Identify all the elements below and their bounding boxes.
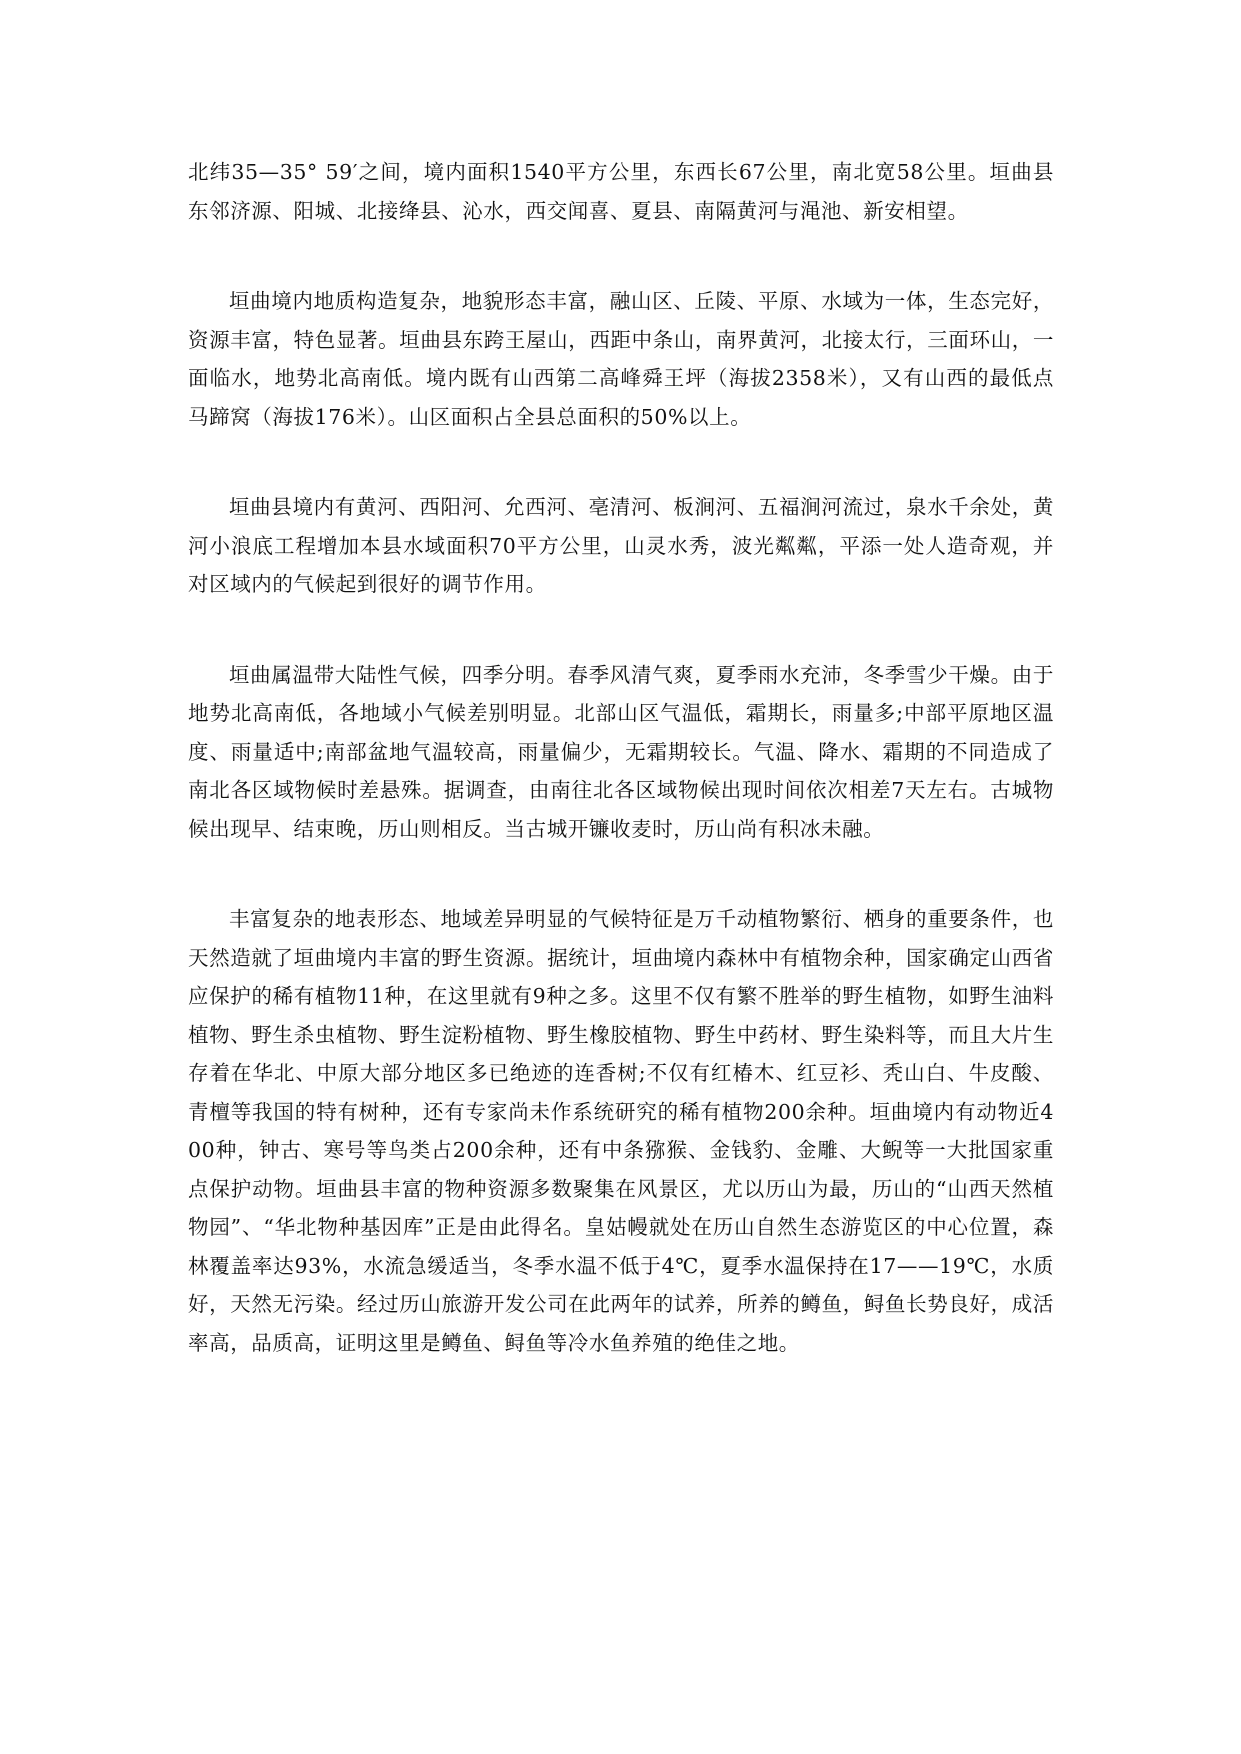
paragraph-geology: 垣曲境内地质构造复杂，地貌形态丰富，融山区、丘陵、平原、水域为一体，生态完好，资源丰富，特色显著。垣曲县东跨王屋山，西距中条山，南界黄河，北接太行，三面环山，一面临水，地势北高南低。境内既有山西第二高峰舜王坪（海拔2358米），又有山西的最低点马蹄窝（海拔176米）。山区面积占全县总面积的50%以上。 (188, 289, 1054, 429)
paragraph-gap (188, 604, 1054, 656)
document-body (188, 153, 1054, 1362)
paragraph-gap (188, 230, 1054, 282)
paragraph-location: 北纬35—35° 59′之间，境内面积1540平方公里，东西长67公里，南北宽58公里。垣曲县东邻济源、阳城、北接绛县、沁水，西交闻喜、夏县、南隔黄河与渑池、新安相望。 (188, 160, 1054, 223)
paragraph-climate: 垣曲属温带大陆性气候，四季分明。春季风清气爽，夏季雨水充沛，冬季雪少干燥。由于地势北高南低，各地域小气候差别明显。北部山区气温低，霜期长，雨量多;中部平原地区温度、雨量适中;南部盆地气温较高，雨量偏少，无霜期较长。气温、降水、霜期的不同造成了南北各区域物候时差悬殊。据调查，由南往北各区域物候出现时间依次相差7天左右。古城物候出现早、结束晚，历山则相反。当古城开镰收麦时，历山尚有积冰未融。 (188, 662, 1054, 841)
paragraph-gap (188, 436, 1054, 488)
paragraph-gap (188, 848, 1054, 900)
paragraph-rivers: 垣曲县境内有黄河、西阳河、允西河、亳清河、板涧河、五福涧河流过，泉水千余处，黄河小浪底工程增加本县水域面积70平方公里，山灵水秀，波光粼粼，平添一处人造奇观，并对区域内的气候起到很好的调节作用。 (188, 495, 1054, 596)
paragraph-wildlife: 丰富复杂的地表形态、地域差异明显的气候特征是万千动植物繁衍、栖身的重要条件，也天然造就了垣曲境内丰富的野生资源。据统计，垣曲境内森林中有植物余种，国家确定山西省应保护的稀有植物11种，在这里就有9种之多。这里不仅有繁不胜举的野生植物，如野生油料植物、野生杀虫植物、野生淀粉植物、野生橡胶植物、野生中药材、野生染料等，而且大片生存着在华北、中原大部分地区多已绝迹的连香树;不仅有红椿木、红豆衫、秃山白、牛皮酸、青檀等我国的特有树种，还有专家尚未作系统研究的稀有植物200余种。垣曲境内有动物近400种，钟古、寒号等鸟类占200余种，还有中条猕猴、金钱豹、金雕、大鲵等一大批国家重点保护动物。垣曲县丰富的物种资源多数聚集在风景区，尤以历山为最，历山的“山西天然植物园”、“华北物种基因库”正是由此得名。皇姑幔就处在历山自然生态游览区的中心位置，森林覆盖率达93%，水流急缓适当，冬季水温不低于4℃，夏季水温保持在17——19℃，水质好，天然无污染。经过历山旅游开发公司在此两年的试养，所养的鳟鱼，鲟鱼长势良好，成活率高，品质高，证明这里是鳟鱼、鲟鱼等冷水鱼养殖的绝佳之地。 (188, 907, 1054, 1355)
